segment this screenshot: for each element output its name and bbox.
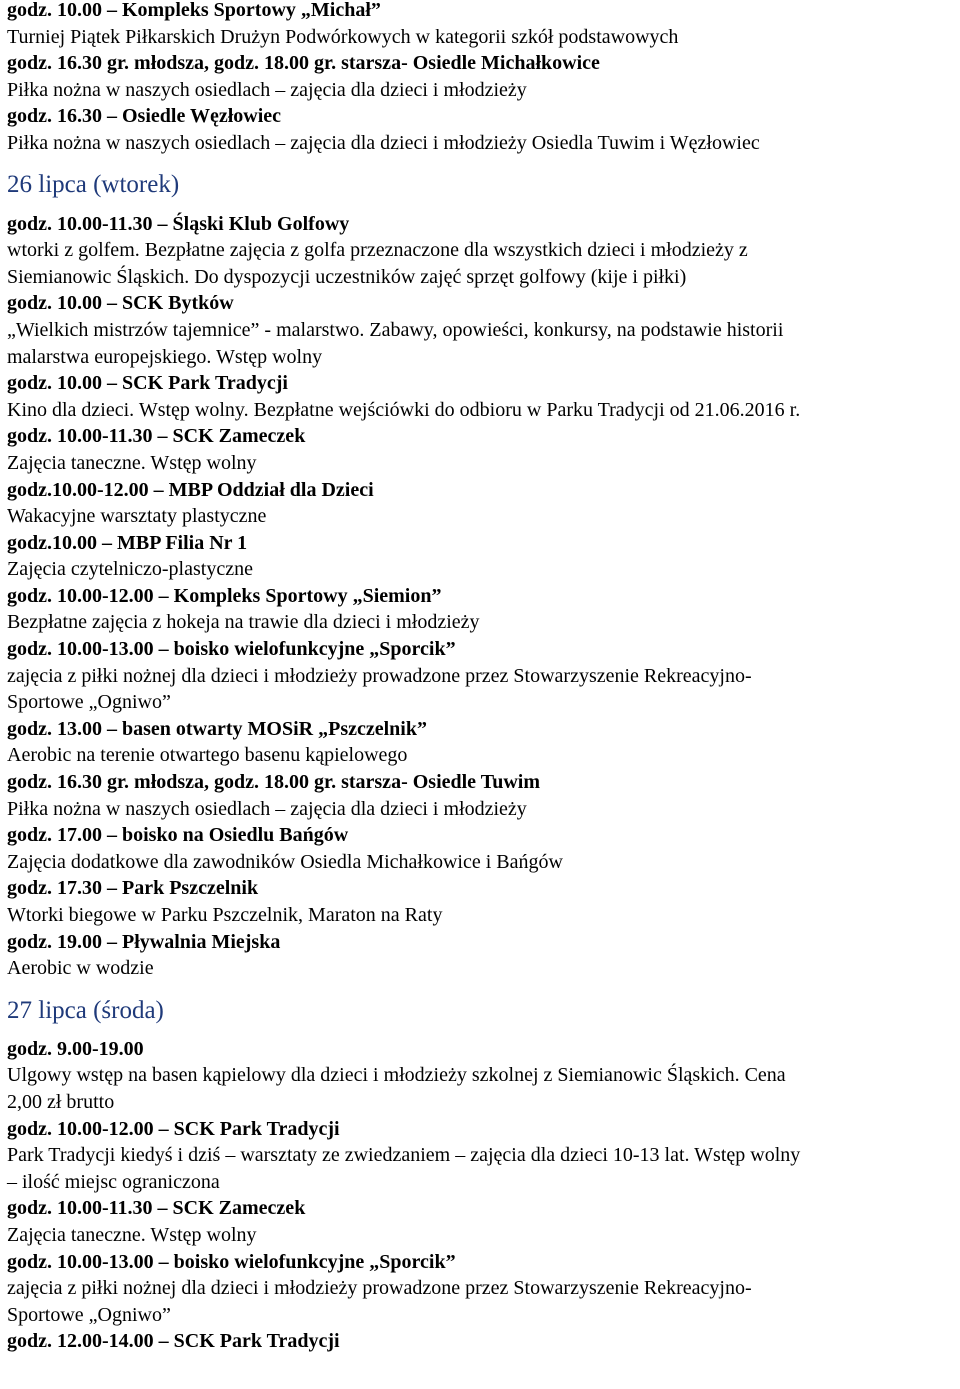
- event-time-venue: godz. 10.00-12.00 – Kompleks Sportowy „Siemion”: [7, 584, 442, 607]
- event-time-venue: godz. 10.00 – Kompleks Sportowy „Michał”: [7, 0, 381, 21]
- event-description: Piłka nożna w naszych osiedlach – zajęcia dla dzieci i młodzieży: [7, 797, 527, 820]
- event-description: „Wielkich mistrzów tajemnice” - malarstwo. Zabawy, opowieści, konkursy, na podstawie historii: [7, 318, 784, 341]
- event-description: Ulgowy wstęp na basen kąpielowy dla dzieci i młodzieży szkolnej z Siemianowic Śląskich. Cena: [7, 1064, 786, 1087]
- event-description: zajęcia z piłki nożnej dla dzieci i młodzieży prowadzone przez Stowarzyszenie Rekreacyjno-: [7, 1277, 752, 1300]
- event-description: Park Tradycji kiedyś i dziś – warsztaty ze zwiedzaniem – zajęcia dla dzieci 10-13 lat. Wstęp wolny: [7, 1144, 801, 1167]
- event-description: malarstwa europejskiego. Wstęp wolny: [7, 345, 323, 368]
- event-time-venue: godz. 10.00-11.30 – Śląski Klub Golfowy: [7, 212, 350, 235]
- event-time-venue: godz. 13.00 – basen otwarty MOSiR „Pszczelnik”: [7, 717, 427, 740]
- event-description: Zajęcia czytelniczo-plastyczne: [7, 558, 253, 581]
- event-description: Piłka nożna w naszych osiedlach – zajęcia dla dzieci i młodzieży Osiedla Tuwim i Węzłowiec: [7, 131, 760, 154]
- event-description: Piłka nożna w naszych osiedlach – zajęcia dla dzieci i młodzieży: [7, 78, 527, 101]
- event-description: Turniej Piątek Piłkarskich Drużyn Podwórkowych w kategorii szkół podstawowych: [7, 25, 679, 48]
- event-list-25-july-end: [7, 0, 960, 157]
- event-description: Wtorki biegowe w Parku Pszczelnik, Maraton na Raty: [7, 904, 443, 926]
- event-description: wtorki z golfem. Bezpłatne zajęcia z golfa przeznaczone dla wszystkich dzieci i młodzieży z: [7, 239, 748, 262]
- event-time-venue: godz. 12.00-14.00 – SCK Park Tradycji: [7, 1330, 340, 1353]
- event-time-venue: godz. 17.00 – boisko na Osiedlu Bańgów: [7, 824, 349, 847]
- event-time-venue: godz. 10.00-11.30 – SCK Zameczek: [7, 425, 306, 448]
- event-time-venue: godz. 19.00 – Pływalnia Miejska: [7, 930, 281, 953]
- event-time-venue: godz.10.00-12.00 – MBP Oddział dla Dzieci: [7, 478, 374, 501]
- event-time-venue: godz. 9.00-19.00: [7, 1037, 144, 1060]
- day-heading-26-july: 26 lipca (wtorek): [7, 170, 180, 198]
- event-time-venue: godz. 10.00 – SCK Park Tradycji: [7, 372, 288, 395]
- event-description: Zajęcia dodatkowe dla zawodników Osiedla Michałkowice i Bańgów: [7, 850, 563, 873]
- event-description: 2,00 zł brutto: [7, 1090, 115, 1113]
- event-time-venue: godz.10.00 – MBP Filia Nr 1: [7, 531, 248, 554]
- event-description: zajęcia z piłki nożnej dla dzieci i młodzieży prowadzone przez Stowarzyszenie Rekreacyjno-: [7, 664, 752, 687]
- event-time-venue: godz. 17.30 – Park Pszczelnik: [7, 877, 259, 900]
- event-list-26-july: [7, 211, 960, 982]
- event-time-venue: godz. 16.30 gr. młodsza, godz. 18.00 gr. starsza- Osiedle Tuwim: [7, 771, 540, 794]
- event-description: Wakacyjne warsztaty plastyczne: [7, 505, 267, 528]
- event-time-venue: godz. 16.30 gr. młodsza, godz. 18.00 gr. starsza- Osiedle Michałkowice: [7, 52, 600, 75]
- event-description: Aerobic w wodzie: [7, 957, 154, 980]
- event-time-venue: godz. 10.00-12.00 – SCK Park Tradycji: [7, 1117, 340, 1140]
- event-description: Zajęcia taneczne. Wstęp wolny: [7, 451, 257, 474]
- event-description: Siemianowic Śląskich. Do dyspozycji uczestników zajęć sprzęt golfowy (kije i piłki): [7, 265, 687, 288]
- event-description: Aerobic na terenie otwartego basenu kąpielowego: [7, 744, 408, 767]
- event-list-27-july: [7, 1036, 960, 1355]
- event-time-venue: godz. 10.00-13.00 – boisko wielofunkcyjne „Sporcik”: [7, 1250, 456, 1273]
- event-description: – ilość miejsc ograniczona: [7, 1170, 220, 1193]
- event-description: Bezpłatne zajęcia z hokeja na trawie dla dzieci i młodzieży: [7, 611, 480, 634]
- event-time-venue: godz. 10.00-11.30 – SCK Zameczek: [7, 1197, 306, 1220]
- event-description: Kino dla dzieci. Wstęp wolny. Bezpłatne wejściówki do odbioru w Parku Tradycji od 21.06.2016 r.: [7, 398, 801, 421]
- event-time-venue: godz. 10.00 – SCK Bytków: [7, 292, 234, 315]
- event-description: Sportowe „Ogniwo”: [7, 691, 171, 714]
- event-description: Zajęcia taneczne. Wstęp wolny: [7, 1223, 257, 1246]
- day-heading-27-july: 27 lipca (środa): [7, 996, 164, 1024]
- event-time-venue: godz. 16.30 – Osiedle Węzłowiec: [7, 105, 282, 128]
- event-time-venue: godz. 10.00-13.00 – boisko wielofunkcyjne „Sporcik”: [7, 638, 456, 661]
- event-description: Sportowe „Ogniwo”: [7, 1303, 171, 1326]
